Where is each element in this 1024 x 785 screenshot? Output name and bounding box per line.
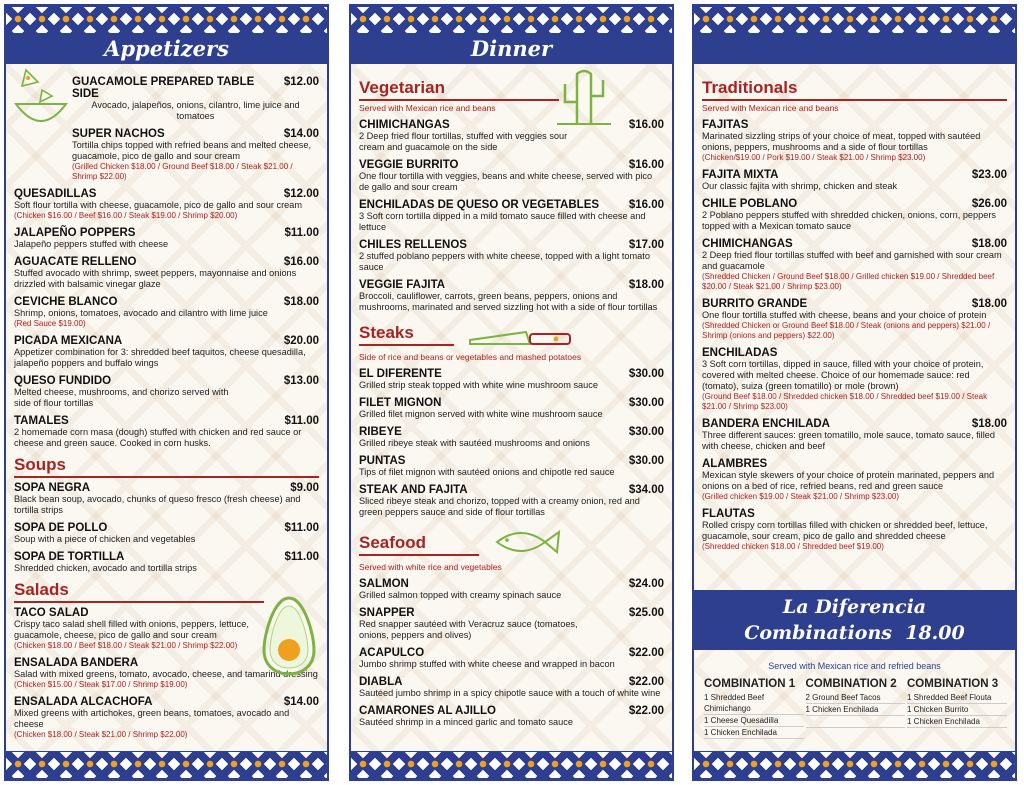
menu-item: [14, 227, 319, 250]
menu-item: [359, 199, 664, 233]
menu-item: [702, 169, 1007, 192]
item-name: STEAK AND FAJITA: [359, 484, 468, 496]
item-desc: Mixed greens with artichokes, green beans, tomatoes, avocado and cheese: [14, 708, 290, 729]
item-name: QUESADILLAS: [14, 188, 97, 200]
item-options: (Red Sauce $19.00): [14, 319, 86, 328]
menu-item: [702, 198, 1007, 232]
menu-item: [702, 298, 1007, 341]
appetizers-banner: Appetizers: [6, 34, 327, 64]
item-desc: Appetizer combination for 3: shredded beef taquitos, cheese quesadilla, jalapeño poppers and buffalo wings: [14, 347, 306, 368]
combination-title: COMBINATION 1: [704, 678, 796, 690]
item-desc: Black bean soup, avocado, chunks of queso fresco (fresh cheese) and tortilla strips: [14, 494, 301, 515]
menu-item: [702, 508, 1007, 552]
item-desc: Marinated sizzling strips of your choice of meat, topped with sautéed onions, peppers, mushrooms and a side of flour tortillas: [702, 131, 981, 152]
item-desc: Grilled strip steak topped with white wine mushroom sauce: [359, 380, 598, 390]
menu-item: [14, 335, 319, 369]
menu-item: [359, 159, 664, 193]
item-name: CEVICHE BLANCO: [14, 296, 118, 308]
item-price: $30.00: [628, 426, 664, 438]
item-name: SNAPPER: [359, 607, 415, 619]
item-desc: Soft flour tortilla with cheese, guacamole, pico de gallo and sour cream: [14, 200, 303, 210]
item-price: $12.00: [283, 76, 319, 88]
combinations-title: Combinations: [744, 622, 892, 644]
tile-border-top: [694, 6, 1015, 34]
item-price: $16.00: [628, 119, 664, 131]
knife-icon: [466, 326, 576, 350]
item-desc: Melted cheese, mushrooms, and chorizo served with side of flour tortillas: [14, 387, 229, 408]
item-desc: Our classic fajita with shrimp, chicken and steak: [702, 181, 898, 191]
menu-item: [14, 128, 319, 182]
item-desc: Sautéed shrimp in a minced garlic and tomato sauce: [359, 717, 573, 727]
tile-border-bottom: [6, 751, 327, 779]
item-name: ENSALADA ALCACHOFA: [14, 696, 153, 708]
tile-border-bottom: [694, 751, 1015, 779]
item-name: SOPA NEGRA: [14, 482, 91, 494]
menu-item: [359, 607, 664, 641]
item-options: (Chicken $18.00 / Beef $18.00 / Steak $21.00 / Shrimp $22.00): [14, 641, 238, 650]
item-price: $20.00: [283, 335, 319, 347]
item-name: CHIMICHANGAS: [702, 238, 793, 250]
item-price: $23.00: [971, 169, 1007, 181]
tile-border-top: [351, 6, 672, 34]
item-name: CHIMICHANGAS: [359, 119, 450, 131]
seafood-note: Served with white rice and vegetables: [359, 562, 502, 572]
item-price: $34.00: [628, 484, 664, 496]
traditionals-note: Served with Mexican rice and beans: [702, 103, 839, 113]
dinner-list: [359, 74, 664, 734]
item-price: $30.00: [628, 368, 664, 380]
item-name: TACO SALAD: [14, 607, 89, 619]
menu-item: [359, 368, 664, 391]
item-desc: Stuffed avocado with shrimp, sweet peppers, mayonnaise and onions drizzled with balsamic vinegar glaze: [14, 268, 297, 289]
menu-item: [359, 647, 664, 670]
item-options: (Shredded Chicken / Ground Beef $18.00 / Grilled chicken $19.00 / Shredded beef $20.00 / Steak $21.00 / Shrimp $23.00): [702, 272, 995, 291]
item-name: GUACAMOLE PREPARED TABLE SIDE: [72, 76, 255, 100]
menu-item: [359, 397, 664, 420]
soups-heading: Soups: [14, 455, 319, 478]
item-name: BANDERA ENCHILADA: [702, 418, 830, 430]
item-price: $9.00: [290, 482, 319, 494]
item-price: $11.00: [284, 415, 319, 427]
item-price: $25.00: [628, 607, 664, 619]
seafood-heading: Seafood: [359, 533, 479, 556]
item-price: $24.00: [628, 578, 664, 590]
combination-title: COMBINATION 3: [907, 678, 999, 690]
item-price: $14.00: [283, 128, 319, 140]
menu-item: [359, 705, 664, 728]
item-desc: Shrimp, onions, tomatoes, avocado and cilantro with lime juice: [14, 308, 268, 318]
item-price: $22.00: [628, 705, 664, 717]
item-price: $22.00: [628, 647, 664, 659]
item-desc: Three different sauces: green tomatillo, mole sauce, tomato sauce, filled with cheese, chicken and beef: [702, 430, 995, 451]
combinations-list: [704, 678, 1007, 739]
item-price: $12.00: [283, 188, 319, 200]
item-name: RIBEYE: [359, 426, 402, 438]
item-name: PUNTAS: [359, 455, 406, 467]
item-desc: 3 Soft corn tortilla dipped in a mild tomato sauce filled with cheese and lettuce: [359, 211, 646, 232]
item-name: JALAPEÑO POPPERS: [14, 227, 136, 239]
menu-item: [14, 696, 319, 740]
item-name: VEGGIE FAJITA: [359, 279, 446, 291]
item-desc: One flour tortilla stuffed with cheese, beans and your choice of protein: [702, 310, 987, 320]
item-desc: Avocado, jalapeños, onions, cilantro, lime juice and tomatoes: [91, 100, 300, 121]
item-desc: Red snapper sautéed with Veracruz sauce (tomatoes, onions, peppers and olives): [359, 619, 578, 640]
item-price: $16.00: [628, 159, 664, 171]
menu-item: [359, 676, 664, 699]
item-desc: Sliced ribeye steak and chorizo, topped with a creamy onion, red and green peppers sauce and side of flour tortillas: [359, 496, 640, 517]
item-options: (Chicken $15.00 / Steak $17.00 / Shrimp $19.00): [14, 680, 188, 689]
menu-item: [14, 256, 319, 290]
combinations-price: 18.00: [905, 622, 965, 644]
menu-item: [14, 188, 319, 221]
item-options: (Chicken/$19.00 / Pork $19.00 / Steak $21.00 / Shrimp $23.00): [702, 153, 926, 162]
item-options: (Ground Beef $18.00 / Shredded chicken $18.00 / Shredded beef $19.00 / Steak $21.00 / Shrimp $23.00): [702, 392, 988, 411]
item-desc: Mexican style skewers of your choice of protein marinated, peppers and onions on a bed of rice, refried beans, red and green sauce: [702, 470, 995, 491]
panel-dinner: [349, 4, 674, 781]
item-options: (Shredded Chicken or Ground Beef $18.00 / Steak (onions and peppers) $21.00 / Shrimp (onions and peppers) $22.00): [702, 321, 991, 340]
item-desc: Salad with mixed greens, tomato, avocado, cheese, and tamarind dressing: [14, 669, 318, 679]
item-options: (Chicken $18.00 / Steak $21.00 / Shrimp $22.00): [14, 730, 188, 739]
traditionals-list: [702, 74, 1007, 558]
item-price: $18.00: [971, 418, 1007, 430]
combination-line: 1 Cheese Quesadilla: [704, 715, 804, 727]
item-desc: 2 Deep fried flour tortillas stuffed with beef and garnished with sour cream and guacamole: [702, 250, 1002, 271]
item-price: $14.00: [283, 696, 319, 708]
item-name: ACAPULCO: [359, 647, 425, 659]
item-desc: 2 Poblano peppers stuffed with shredded chicken, onions, corn, peppers topped with a Mexican tomato sauce: [702, 210, 997, 231]
combination-line: 1 Shredded Beef Chimichango: [704, 692, 804, 715]
item-name: ENSALADA BANDERA: [14, 657, 139, 669]
menu-item: [14, 482, 319, 516]
combination-line: [806, 716, 906, 728]
item-price: $30.00: [628, 397, 664, 409]
tile-border-bottom: [351, 751, 672, 779]
item-desc: Jumbo shrimp stuffed with white cheese and wrapped in bacon: [359, 659, 615, 669]
menu-item: [359, 578, 664, 601]
item-name: SALMON: [359, 578, 409, 590]
item-desc: Broccoli, cauliflower, carrots, green beans, peppers, onions and mushrooms, marinated and served sizzling hot with a side of flour tortillas: [359, 291, 658, 312]
item-price: $22.00: [628, 676, 664, 688]
item-desc: Crispy taco salad shell filled with onions, peppers, lettuce, guacamole, cheese, pico de gallo and sour cream: [14, 619, 249, 640]
menu-item: [14, 522, 319, 545]
vegetarian-heading: Vegetarian: [359, 78, 559, 101]
menu-item: [359, 279, 664, 313]
item-desc: Tortilla chips topped with refried beans and melted cheese, guacamole, pico de gallo and sour cream: [72, 140, 312, 161]
tile-border-top: [6, 6, 327, 34]
item-name: DIABLA: [359, 676, 403, 688]
menu-item: [359, 426, 664, 449]
item-price: $18.00: [971, 238, 1007, 250]
item-desc: 3 Soft corn tortillas, dipped in sauce, filled with your choice of protein, covered with melted cheese. Choice of our homemade sauce: red (tomato), suiza (green tomatillo) or mole (brown): [702, 359, 984, 391]
item-name: QUESO FUNDIDO: [14, 375, 112, 387]
item-desc: 2 Deep fried flour tortillas, stuffed with veggies sour cream and guacamole on the side: [359, 131, 568, 152]
item-desc: 2 homemade corn masa (dough) stuffed with chicken and red sauce or cheese and green sauce. Cooked in corn husks.: [14, 427, 302, 448]
combinations-title-line1: La Diferencia: [782, 596, 927, 618]
fish-icon: [491, 524, 563, 560]
item-desc: Grilled ribeye steak with sautéed mushrooms and onions: [359, 438, 590, 448]
item-name: VEGGIE BURRITO: [359, 159, 459, 171]
item-price: $26.00: [971, 198, 1007, 210]
menu-item: [702, 458, 1007, 502]
menu-item: [702, 347, 1007, 412]
item-name: FILET MIGNON: [359, 397, 442, 409]
traditionals-banner: [694, 34, 1015, 64]
combination-line: 1 Chicken Burrito: [907, 704, 1007, 716]
panel-traditionals: [692, 4, 1017, 781]
combination-card: [907, 678, 1007, 739]
traditionals-heading: Traditionals: [702, 78, 1007, 101]
item-name: FAJITA MIXTA: [702, 169, 779, 181]
panel-appetizers: [4, 4, 329, 781]
avocado-icon: [258, 594, 320, 676]
item-name: FLAUTAS: [702, 508, 755, 520]
steaks-heading: Steaks: [359, 323, 454, 346]
combinations-banner: [694, 590, 1015, 650]
menu-item: [359, 119, 664, 153]
item-desc: Shredded chicken, avocado and tortilla strips: [14, 563, 197, 573]
menu-item: [14, 296, 319, 329]
item-options: (Grilled Chicken $18.00 / Ground Beef $18.00 / Steak $21.00 / Shrimp $22.00): [72, 162, 293, 181]
menu-item: [702, 119, 1007, 163]
item-desc: Rolled crispy corn tortillas filled with chicken or shredded beef, lettuce, guacamole, sour cream, pico de gallo and shredded cheese: [702, 520, 988, 541]
item-name: SUPER NACHOS: [72, 128, 165, 140]
item-name: ALAMBRES: [702, 458, 768, 470]
combination-card: [704, 678, 804, 739]
item-name: ENCHILADAS: [702, 347, 778, 359]
menu-item: [702, 238, 1007, 292]
item-name: PICADA MEXICANA: [14, 335, 123, 347]
item-price: $13.00: [283, 375, 319, 387]
item-name: EL DIFERENTE: [359, 368, 442, 380]
item-desc: One flour tortilla with veggies, beans and white cheese, served with pico de gallo and sour cream: [359, 171, 653, 192]
combination-line: 1 Chicken Enchilada: [806, 704, 906, 716]
combinations-title-line2: [694, 620, 1015, 646]
menu-item: [702, 418, 1007, 452]
item-desc: Jalapeño peppers stuffed with cheese: [14, 239, 169, 249]
item-desc: Sautéed jumbo shrimp in a spicy chipotle sauce with a touch of white wine: [359, 688, 661, 698]
item-desc: Grilled salmon topped with creamy spinach sauce: [359, 590, 562, 600]
item-name: CHILE POBLANO: [702, 198, 798, 210]
combination-line: 2 Ground Beef Tacos: [806, 692, 906, 704]
combination-line: 1 Chicken Enchilada: [704, 727, 804, 739]
item-desc: Grilled filet mignon served with white wine mushroom sauce: [359, 409, 603, 419]
item-price: $18.00: [283, 296, 319, 308]
menu-item: [14, 76, 319, 122]
item-price: $11.00: [284, 522, 319, 534]
item-name: SOPA DE POLLO: [14, 522, 108, 534]
combination-title: COMBINATION 2: [805, 678, 897, 690]
menu-item: [14, 375, 319, 409]
steaks-note: Side of rice and beans or vegetables and mashed potatoes: [359, 352, 582, 362]
item-name: CHILES RELLENOS: [359, 239, 467, 251]
item-name: ENCHILADAS DE QUESO OR VEGETABLES: [359, 199, 600, 211]
item-price: $18.00: [628, 279, 664, 291]
menu-item: [14, 551, 319, 574]
item-price: $17.00: [628, 239, 664, 251]
item-price: $16.00: [283, 256, 319, 268]
menu-item: [359, 484, 664, 518]
item-options: (Chicken $16.00 / Beef $16.00 / Steak $19.00 / Shrimp $20.00): [14, 211, 238, 220]
item-price: $18.00: [971, 298, 1007, 310]
item-desc: 2 stuffed poblano peppers with white cheese, topped with a light tomato sauce: [359, 251, 650, 272]
item-price: $30.00: [628, 455, 664, 467]
menu-item: [359, 239, 664, 273]
item-name: FAJITAS: [702, 119, 749, 131]
item-options: (Grilled chicken $19.00 / Steak $21.00 / Shrimp $23.00): [702, 492, 899, 501]
item-price: $11.00: [284, 551, 319, 563]
combination-line: 1 Shredded Beef Flouta: [907, 692, 1007, 704]
item-name: TAMALES: [14, 415, 69, 427]
item-desc: Soup with a piece of chicken and vegetables: [14, 534, 196, 544]
menu-item: [14, 415, 319, 449]
item-name: BURRITO GRANDE: [702, 298, 808, 310]
combinations-note: Served with Mexican rice and refried beans: [768, 661, 941, 671]
combination-line: 1 Chicken Enchilada: [907, 716, 1007, 728]
menu-item: [359, 455, 664, 478]
salads-heading: Salads: [14, 580, 264, 603]
dinner-banner: Dinner: [351, 34, 672, 64]
item-price: $16.00: [628, 199, 664, 211]
item-name: AGUACATE RELLENO: [14, 256, 137, 268]
item-name: SOPA DE TORTILLA: [14, 551, 125, 563]
combination-card: [806, 678, 906, 739]
vegetarian-note: Served with Mexican rice and beans: [359, 103, 496, 113]
item-price: $11.00: [284, 227, 319, 239]
item-options: (Shredded chicken $18.00 / Shredded beef $19.00): [702, 542, 884, 551]
item-desc: Tips of filet mignon with sautéed onions and chipotle red sauce: [359, 467, 615, 477]
item-name: CAMARONES AL AJILLO: [359, 705, 496, 717]
